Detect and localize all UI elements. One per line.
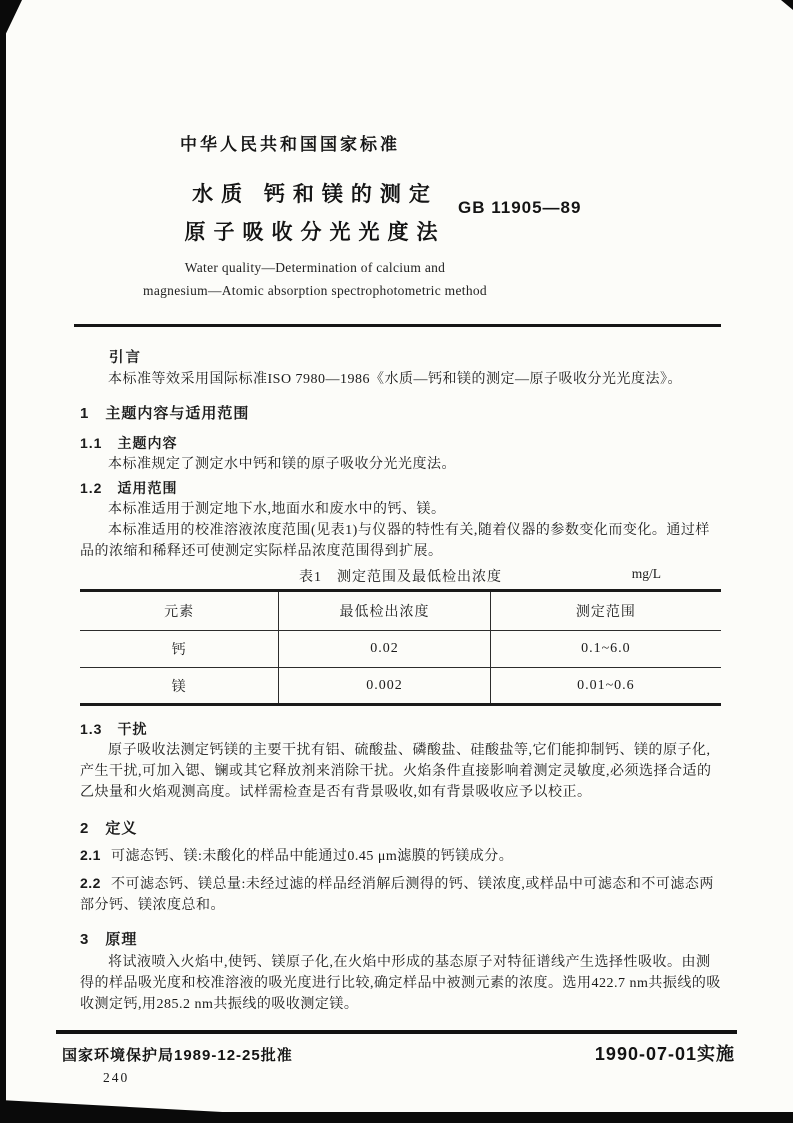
table-row-calcium: [80, 631, 721, 668]
section-1-3-paragraph: 原子吸收法测定钙镁的主要干扰有铝、硫酸盐、磷酸盐、硅酸盐等,它们能抑制钙、镁的原子化,产生干扰,可加入锶、镧或其它释放剂来消除干扰。火焰条件直接影响着测定灵敏度,必须选择合适的乙炔量和火焰观测高度。试样需检查是否有背景吸收,如有背景吸收应予以校正。: [80, 743, 712, 800]
section-1-1-paragraph: 本标准规定了测定水中钙和镁的原子吸收分光光度法。: [108, 457, 456, 472]
scan-artifact-top-left-corner: [0, 0, 22, 46]
document-content: [80, 0, 721, 1015]
section-1-1-heading: 1.1 主题内容: [80, 435, 178, 451]
cell-element: 钙: [80, 631, 279, 668]
table-caption-row: [80, 566, 721, 587]
document-title: [80, 176, 550, 252]
table-unit-label: mg/L: [631, 566, 661, 581]
section-1-2-paragraph-2: 本标准适用的校准溶液浓度范围(见表1)与仪器的特性有关,随着仪器的参数变化而变化。通过样品的浓缩和稀释还可使测定实际样品浓度范围得到扩展。: [80, 523, 710, 559]
english-title-line-1: Water quality—Determination of calcium and: [184, 260, 446, 275]
section-2-1-paragraph: [80, 845, 721, 867]
standard-org-title: 中华人民共和国国家标准: [180, 135, 400, 154]
section-1-3-heading: 1.3 干扰: [80, 721, 148, 737]
cell-element: 镁: [171, 679, 187, 695]
standard-code: GB 11905—89: [458, 198, 582, 217]
table-header-range: 测定范围: [490, 591, 721, 631]
table-row-magnesium: [80, 668, 721, 705]
table-caption: 表1 测定范围及最低检出浓度: [299, 570, 502, 585]
section-3-heading: 3 原理: [80, 931, 138, 948]
header-divider: [74, 324, 721, 327]
section-2-1-text: 可滤态钙、镁:未酸化的样品中能通过0.45 μm滤膜的钙镁成分。: [110, 849, 514, 864]
english-title: [80, 256, 550, 302]
cell-range: 0.01~0.6: [490, 668, 721, 705]
scan-artifact-bottom-left-wedge: [0, 1100, 260, 1114]
cell-range: 0.1~6.0: [490, 631, 721, 668]
table-header-element: 元素: [80, 591, 279, 631]
implementation-date: 1990-07-01实施: [594, 1044, 735, 1064]
scan-artifact-top-right-corner: [781, 0, 793, 10]
intro-heading: 引言: [109, 350, 142, 366]
table-1: [80, 589, 721, 706]
cell-detection-limit: 0.02: [279, 631, 491, 668]
table-header-row: [80, 591, 721, 631]
intro-paragraph: 本标准等效采用国际标准ISO 7980—1986《水质—钙和镁的测定—原子吸收分光光度法》。: [108, 372, 683, 387]
title-line-2: 原子吸收分光光度法: [184, 221, 446, 244]
table-header-detection-limit: 最低检出浓度: [279, 591, 491, 631]
footer: [62, 1040, 735, 1066]
section-1-2-paragraph-1: 本标准适用于测定地下水,地面水和废水中的钙、镁。: [108, 502, 446, 517]
footer-divider: [56, 1030, 737, 1034]
section-3-paragraph: 将试液喷入火焰中,使钙、镁原子化,在火焰中形成的基态原子对特征谱线产生选择性吸收。由测得的样品吸光度和校准溶液的吸光度进行比较,确定样品中被测元素的浓度。选用422.7 nm共振线的吸收测定钙,用285.2 nm共振线的吸收测定镁。: [80, 955, 721, 1012]
section-2-1-number: 2.1: [80, 847, 101, 863]
section-2-2-number: 2.2: [80, 875, 101, 891]
section-2-heading: 2 定义: [80, 820, 138, 837]
cell-detection-limit: 0.002: [279, 668, 491, 705]
page-number: 240: [103, 1070, 130, 1085]
section-1-2-heading: 1.2 适用范围: [80, 480, 178, 496]
section-2-2-paragraph: [80, 873, 721, 916]
approval-text: 国家环境保护局1989-12-25批准: [62, 1047, 293, 1064]
section-1-heading: 1 主题内容与适用范围: [80, 405, 250, 422]
title-line-1: 水质 钙和镁的测定: [192, 183, 438, 206]
section-2-2-text: 不可滤态钙、镁总量:未经过滤的样品经消解后测得的钙、镁浓度,或样品中可滤态和不可滤态两部分钙、镁浓度总和。: [80, 877, 714, 913]
english-title-line-2: magnesium—Atomic absorption spectrophotometric method: [143, 283, 487, 298]
scan-artifact-left-edge: [0, 0, 6, 1123]
